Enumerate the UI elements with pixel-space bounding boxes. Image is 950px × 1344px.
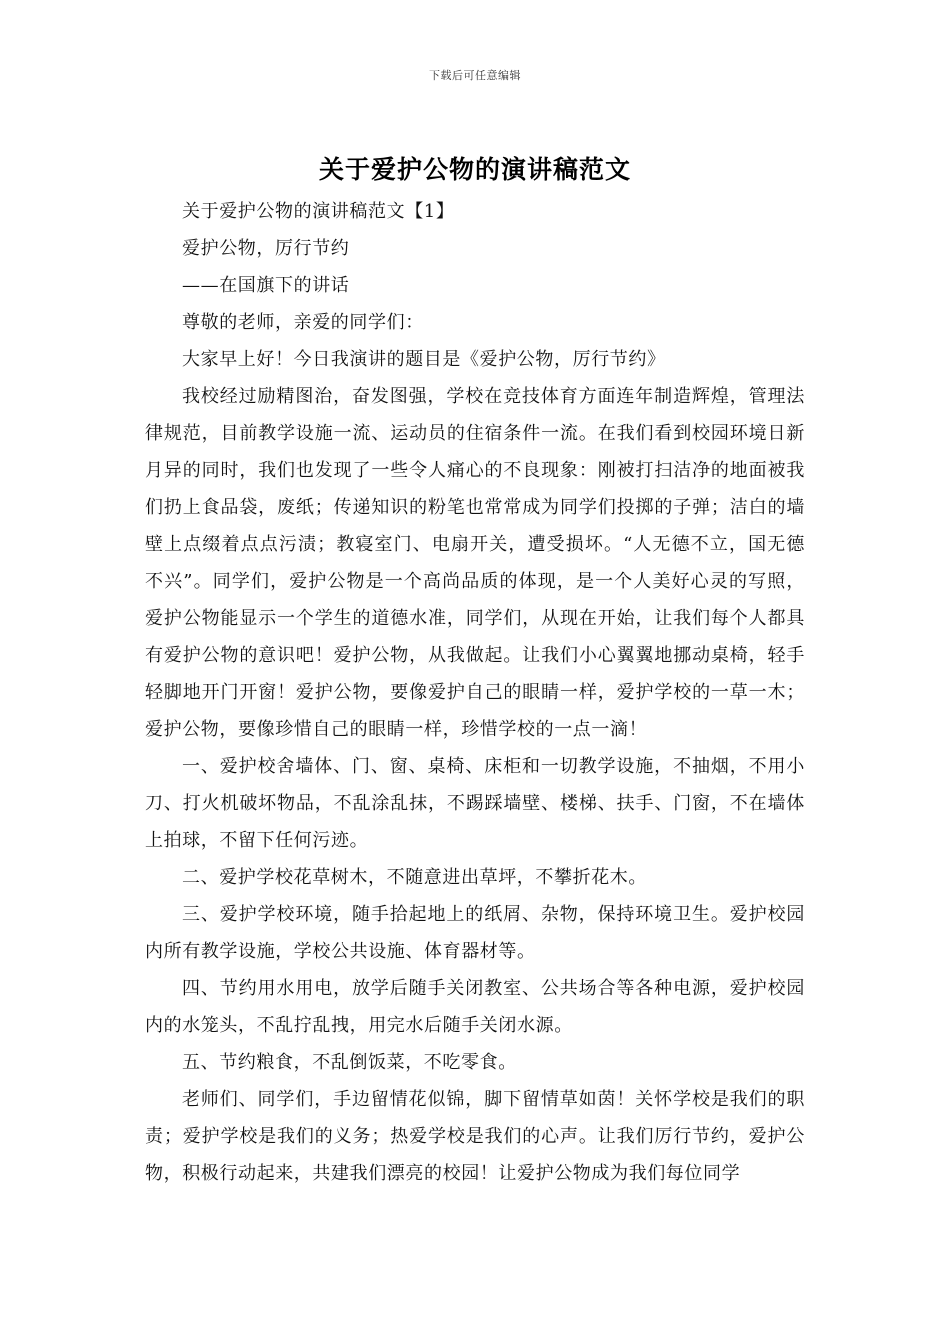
speech-title-paragraph: 爱护公物，厉行节约 (182, 238, 350, 259)
greeting-paragraph: 大家早上好！今日我演讲的题目是《爱护公物，厉行节约》 (182, 349, 666, 370)
document-title: 关于爱护公物的演讲稿范文 (318, 155, 631, 184)
rule-paragraph-5: 五、节约粮食，不乱倒饭菜，不吃零食。 (182, 1052, 517, 1073)
closing-paragraph: 老师们、同学们，手边留情花似锦，脚下留情草如茵！关怀学校是我们的职责；爱护学校是我们的义务；热爱学校是我们的心声。让我们厉行节约，爱护公物，积极行动起来，共建我们漂亮的校园！让爱护公物成为我们每位同学 (145, 1089, 805, 1184)
document-body (145, 193, 805, 1192)
rule-paragraph-2: 二、爱护学校花草树木，不随意进出草坪，不攀折花木。 (182, 867, 647, 888)
rule-paragraph-3: 三、爱护学校环境，随手拾起地上的纸屑、杂物，保持环境卫生。爱护校园内所有教学设施，学校公共设施、体育器材等。 (145, 904, 805, 962)
header-note: 下载后可任意编辑 (429, 69, 521, 82)
subtitle-paragraph: 关于爱护公物的演讲稿范文【1】 (182, 201, 455, 222)
speech-subtitle-paragraph: ——在国旗下的讲话 (182, 275, 350, 296)
salutation-paragraph: 尊敬的老师，亲爱的同学们： (182, 312, 424, 333)
rule-paragraph-1: 一、爱护校舍墙体、门、窗、桌椅、床柜和一切教学设施，不抽烟，不用小刀、打火机破坏物品，不乱涂乱抹，不踢踩墙壁、楼梯、扶手、门窗，不在墙体上拍球，不留下任何污迹。 (145, 756, 805, 851)
rule-paragraph-4: 四、节约用水用电，放学后随手关闭教室、公共场合等各种电源，爱护校园内的水笼头，不乱拧乱拽，用完水后随手关闭水源。 (145, 978, 805, 1036)
body-paragraph-main: 我校经过励精图治，奋发图强，学校在竞技体育方面连年制造辉煌，管理法律规范，目前教学设施一流、运动员的住宿条件一流。在我们看到校园环境日新月异的同时，我们也发现了一些令人痛心的不良现象：刚被打扫洁净的地面被我们扔上食品袋，废纸；传递知识的粉笔也常常成为同学们投掷的子弹；洁白的墙壁上点缀着点点污渍；教寝室门、电扇开关，遭受损坏。“人无德不立，国无德不兴”。同学们，爱护公物是一个高尚品质的体现，是一个人美好心灵的写照，爱护公物能显示一个学生的道德水准，同学们，从现在开始，让我们每个人都具有爱护公物的意识吧！爱护公物，从我做起。让我们小心翼翼地挪动桌椅，轻手轻脚地开门开窗！爱护公物，要像爱护自己的眼睛一样，爱护学校的一草一木；爱护公物，要像珍惜自己的眼睛一样，珍惜学校的一点一滴！ (145, 386, 805, 740)
